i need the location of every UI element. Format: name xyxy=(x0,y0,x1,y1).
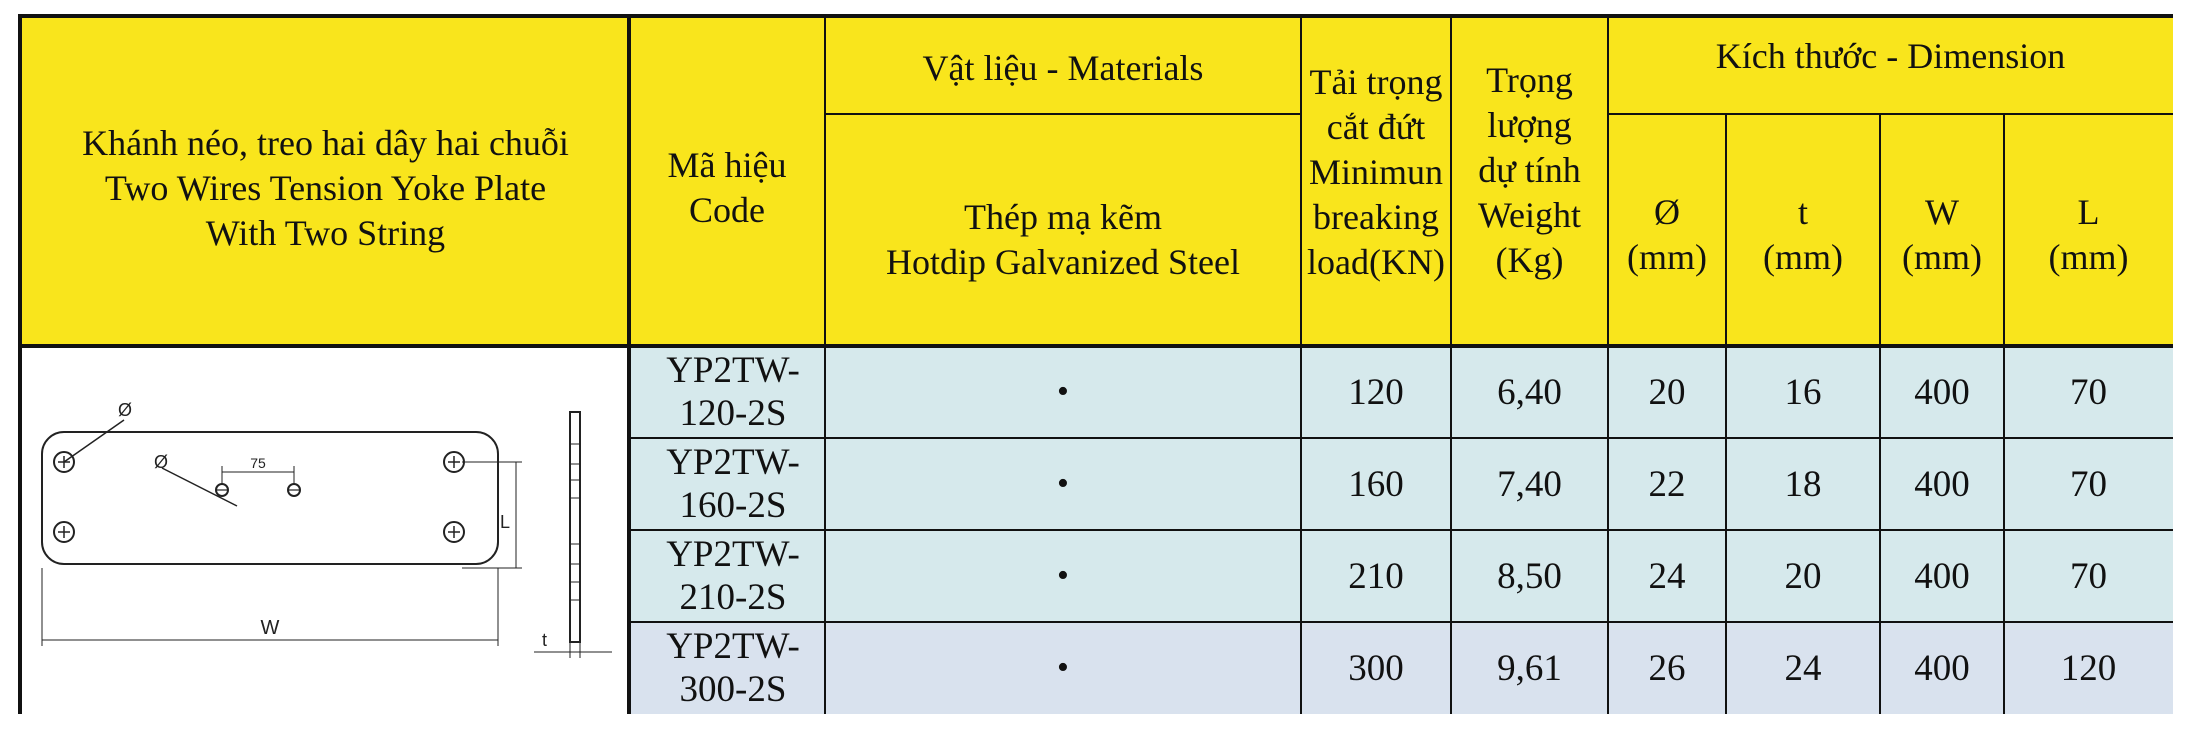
row-4-width: 400 xyxy=(1880,622,2004,714)
row-1-length: 70 xyxy=(2004,346,2173,438)
table-body xyxy=(22,18,2169,710)
row-4-load: 300 xyxy=(1301,622,1451,714)
row-2-thickness: 18 xyxy=(1726,438,1880,530)
spacing-label: 75 xyxy=(250,455,266,471)
header-material-type: Thép mạ kẽm Hotdip Galvanized Steel xyxy=(825,114,1301,346)
row-4-thickness: 24 xyxy=(1726,622,1880,714)
width-label: W xyxy=(260,617,280,639)
row-1-material: • xyxy=(825,346,1301,438)
row-3-code: YP2TW-210-2S xyxy=(629,530,825,622)
row-3-diameter: 24 xyxy=(1608,530,1726,622)
row-4-weight: 9,61 xyxy=(1451,622,1608,714)
row-3-material: • xyxy=(825,530,1301,622)
row-1-weight: 6,40 xyxy=(1451,346,1608,438)
row-2-width: 400 xyxy=(1880,438,2004,530)
row-1-code: YP2TW-120-2S xyxy=(629,346,825,438)
row-1-load: 120 xyxy=(1301,346,1451,438)
header-product: Khánh néo, treo hai dây hai chuỗi Two Wires Tension Yoke Plate With Two String xyxy=(22,18,629,346)
row-2-code: YP2TW-160-2S xyxy=(629,438,825,530)
row-1-diameter: 20 xyxy=(1608,346,1726,438)
row-3-width: 400 xyxy=(1880,530,2004,622)
row-2-material: • xyxy=(825,438,1301,530)
header-dim-width: W (mm) xyxy=(1880,114,2004,346)
header-dimension: Kích thước - Dimension xyxy=(1608,18,2173,114)
row-4-material: • xyxy=(825,622,1301,714)
row-3-thickness: 20 xyxy=(1726,530,1880,622)
row-1-thickness: 16 xyxy=(1726,346,1880,438)
row-2-load: 160 xyxy=(1301,438,1451,530)
row-2-weight: 7,40 xyxy=(1451,438,1608,530)
row-4-diameter: 26 xyxy=(1608,622,1726,714)
header-weight: Trọng lượng dự tính Weight (Kg) xyxy=(1451,18,1608,346)
row-4-length: 120 xyxy=(2004,622,2173,714)
header-breaking-load: Tải trọng cắt đứt Minimun breaking load(KN) xyxy=(1301,18,1451,346)
row-3-length: 70 xyxy=(2004,530,2173,622)
row-3-load: 210 xyxy=(1301,530,1451,622)
row-4-code: YP2TW-300-2S xyxy=(629,622,825,714)
header-materials: Vật liệu - Materials xyxy=(825,18,1301,114)
header-code: Mã hiệu Code xyxy=(629,18,825,346)
header-dim-diameter: Ø (mm) xyxy=(1608,114,1726,346)
header-dim-thickness: t (mm) xyxy=(1726,114,1880,346)
thickness-label: t xyxy=(542,630,548,650)
table-frame xyxy=(18,14,2173,714)
row-2-diameter: 22 xyxy=(1608,438,1726,530)
row-3-weight: 8,50 xyxy=(1451,530,1608,622)
header-dim-length: L (mm) xyxy=(2004,114,2173,346)
row-2-length: 70 xyxy=(2004,438,2173,530)
diameter-label-1: Ø xyxy=(118,400,133,420)
row-1-width: 400 xyxy=(1880,346,2004,438)
diameter-label-2: Ø xyxy=(154,452,169,472)
length-label: L xyxy=(500,512,511,532)
